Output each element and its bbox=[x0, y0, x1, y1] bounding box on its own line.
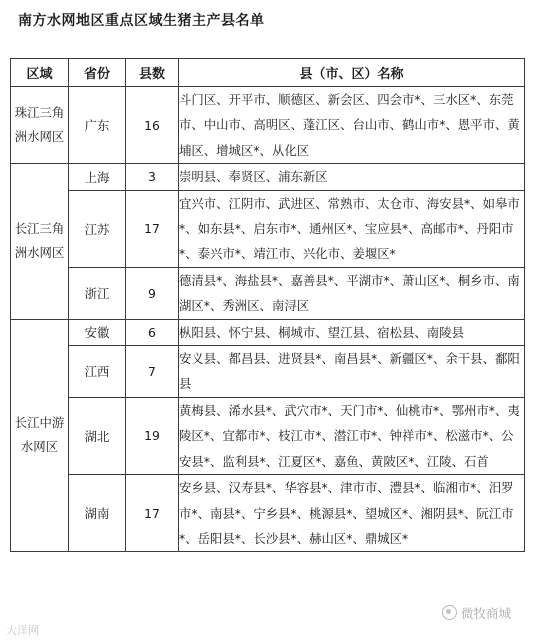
county-list-cell: 宜兴市、江阴市、武进区、常熟市、太仓市、海安县*、如皋市*、如东县*、启东市*、通州区*、宝应县*、高邮市*、丹阳市*、泰兴市*、靖江市、兴化市、姜堰区* bbox=[179, 190, 525, 267]
table-row bbox=[11, 346, 525, 398]
county-list-cell: 崇明县、奉贤区、浦东新区 bbox=[179, 164, 525, 190]
watermark-right bbox=[442, 604, 511, 622]
count-cell: 17 bbox=[126, 475, 179, 552]
region-cell: 长江三角洲水网区 bbox=[11, 164, 69, 319]
table-header-row bbox=[11, 59, 525, 87]
county-list-cell: 安乡县、汉寿县*、华容县*、津市市、澧县*、临湘市*、汨罗市*、南县*、宁乡县*、桃源县*、望城区*、湘阴县*、阮江市*、岳阳县*、长沙县*、赫山区*、鼎城区* bbox=[179, 475, 525, 552]
table-row bbox=[11, 319, 525, 345]
count-cell: 9 bbox=[126, 267, 179, 319]
count-cell: 7 bbox=[126, 346, 179, 398]
province-cell: 江苏 bbox=[69, 190, 126, 267]
province-cell: 浙江 bbox=[69, 267, 126, 319]
count-cell: 6 bbox=[126, 319, 179, 345]
table-row bbox=[11, 87, 525, 164]
county-list-cell: 德清县*、海盐县*、嘉善县*、平湖市*、萧山区*、桐乡市、南湖区*、秀洲区、南浔区 bbox=[179, 267, 525, 319]
header-province: 省份 bbox=[69, 59, 126, 87]
province-cell: 湖北 bbox=[69, 397, 126, 474]
province-cell: 安徽 bbox=[69, 319, 126, 345]
table-row bbox=[11, 397, 525, 474]
province-cell: 上海 bbox=[69, 164, 126, 190]
header-count: 县数 bbox=[126, 59, 179, 87]
region-cell: 珠江三角洲水网区 bbox=[11, 87, 69, 164]
watermark-right-text: 微牧商城 bbox=[461, 606, 512, 621]
header-counties: 县（市、区）名称 bbox=[179, 59, 525, 87]
count-cell: 16 bbox=[126, 87, 179, 164]
province-cell: 江西 bbox=[69, 346, 126, 398]
county-list-cell: 黄梅县、浠水县*、武穴市*、天门市*、仙桃市*、鄂州市*、夷陵区*、宜都市*、枝江市*、潜江市*、钟祥市*、松滋市*、公安县*、监利县*、江夏区*、嘉鱼、黄陂区*、江陵、石首 bbox=[179, 397, 525, 474]
table-row bbox=[11, 267, 525, 319]
count-cell: 17 bbox=[126, 190, 179, 267]
page-title: 南方水网地区重点区域生猪主产县名单 bbox=[18, 13, 265, 29]
table-row bbox=[11, 475, 525, 552]
watermark-left: 大洋网 bbox=[6, 624, 39, 637]
province-cell: 广东 bbox=[69, 87, 126, 164]
count-cell: 3 bbox=[126, 164, 179, 190]
county-list-cell: 枞阳县、怀宁县、桐城市、望江县、宿松县、南陵县 bbox=[179, 319, 525, 345]
county-list-cell: 斗门区、开平市、顺德区、新会区、四会市*、三水区*、东莞市、中山市、高明区、蓬江区、台山市、鹤山市*、恩平市、黄埔区、增城区*、从化区 bbox=[179, 87, 525, 164]
province-cell: 湖南 bbox=[69, 475, 126, 552]
header-region: 区域 bbox=[11, 59, 69, 87]
region-cell: 长江中游水网区 bbox=[11, 319, 69, 552]
county-table bbox=[10, 58, 525, 552]
wechat-logo-icon bbox=[442, 605, 457, 620]
county-list-cell: 安义县、都昌县、进贤县*、南昌县*、新疆区*、余干县、鄱阳县 bbox=[179, 346, 525, 398]
table-row bbox=[11, 164, 525, 190]
table-row bbox=[11, 190, 525, 267]
count-cell: 19 bbox=[126, 397, 179, 474]
